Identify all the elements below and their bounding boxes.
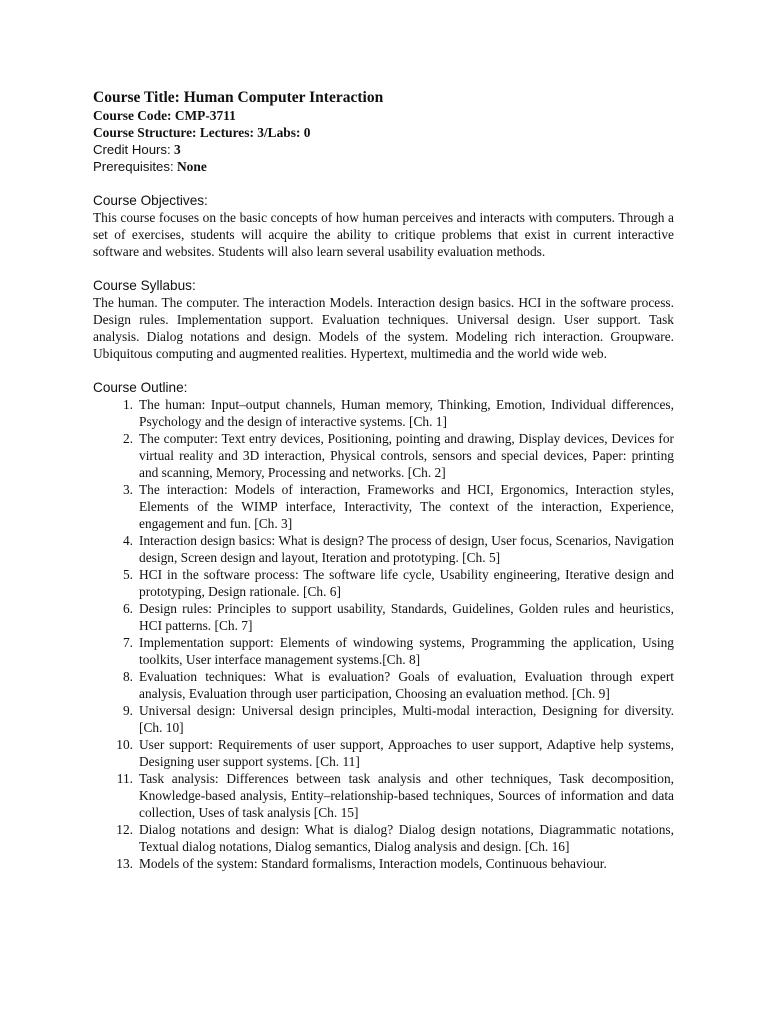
list-item-number: 8. xyxy=(122,669,133,684)
list-item-text: Implementation support: Elements of windowing systems, Programming the application, Using toolkits, User interface management systems.[Ch. 8] xyxy=(139,635,674,667)
list-item-text: Task analysis: Differences between task analysis and other techniques, Task decomposition, Knowledge-based analysis, Entity–relationship-based techniques, Sources of information and data collection, Uses of task analysis [Ch. 15] xyxy=(139,771,674,820)
syllabus-heading: Course Syllabus: xyxy=(93,278,196,293)
course-structure-line xyxy=(93,124,674,141)
course-structure-value: Lectures: 3/Labs: 0 xyxy=(199,125,311,140)
list-item-text: The computer: Text entry devices, Positioning, pointing and drawing, Display devices, Devices for virtual reality and 3D interaction, Physical controls, sensors and special devices, Paper: printing and scanning, Memory, Processing and networks. [Ch. 2] xyxy=(139,431,674,480)
list-item-text: Universal design: Universal design principles, Multi-modal interaction, Designing for diversity.[Ch. 10] xyxy=(139,703,674,735)
course-structure-label: Course Structure: xyxy=(93,125,197,140)
list-item xyxy=(93,566,674,600)
list-item xyxy=(93,668,674,702)
list-item xyxy=(93,600,674,634)
list-item xyxy=(93,532,674,566)
prerequisites-line xyxy=(93,158,674,175)
list-item-text: Design rules: Principles to support usability, Standards, Guidelines, Golden rules and heuristics, HCI patterns. [Ch. 7] xyxy=(139,601,674,633)
list-item-text: The interaction: Models of interaction, Frameworks and HCI, Ergonomics, Interaction styles, Elements of the WIMP interface, Interactivity, The context of the interaction, Experience, engagement and fun. [Ch. 3] xyxy=(139,482,674,531)
list-item-text: User support: Requirements of user support, Approaches to user support, Adaptive help systems, Designing user support systems. [Ch. 11] xyxy=(139,737,674,769)
list-item-number: 4. xyxy=(122,533,133,548)
outline-section xyxy=(93,379,674,872)
list-item xyxy=(93,736,674,770)
list-item xyxy=(93,430,674,481)
list-item xyxy=(93,634,674,668)
list-item xyxy=(93,481,674,532)
list-item xyxy=(93,770,674,821)
prerequisites-label: Prerequisites: xyxy=(93,159,174,174)
credit-hours-value: 3 xyxy=(174,142,181,157)
list-item-number: 1. xyxy=(122,397,133,412)
list-item-number: 6. xyxy=(122,601,133,616)
list-item-number: 2. xyxy=(122,431,133,446)
outline-list xyxy=(93,396,674,872)
list-item-text: Evaluation techniques: What is evaluation? Goals of evaluation, Evaluation through expert analysis, Evaluation through user participation, Choosing an evaluation method. [Ch. 9] xyxy=(139,669,674,701)
list-item-text: Models of the system: Standard formalisms, Interaction models, Continuous behaviour. xyxy=(139,856,607,871)
list-item-text: HCI in the software process: The software life cycle, Usability engineering, Iterative design and prototyping, Design rationale. [Ch. 6] xyxy=(139,567,674,599)
list-item xyxy=(93,396,674,430)
course-title-value: Human Computer Interaction xyxy=(183,89,384,106)
list-item-number: 13. xyxy=(116,856,133,871)
course-code-line xyxy=(93,107,674,124)
list-item xyxy=(93,702,674,736)
objectives-text: This course focuses on the basic concepts of how human perceives and interacts with computers. Through a set of exercises, students will acquire the ability to critique problems that exist in current interactive software and websites. Students will also learn several usability evaluation methods. xyxy=(93,210,674,259)
list-item-number: 9. xyxy=(122,703,133,718)
list-item-number: 12. xyxy=(116,822,133,837)
list-item-number: 10. xyxy=(116,737,133,752)
course-code-label: Course Code: xyxy=(93,108,172,123)
prerequisites-value: None xyxy=(177,159,207,174)
list-item xyxy=(93,855,674,872)
list-item-text: The human: Input–output channels, Human memory, Thinking, Emotion, Individual differences, Psychology and the design of interactive systems. [Ch. 1] xyxy=(139,397,674,429)
credit-hours-label: Credit Hours: xyxy=(93,142,171,157)
course-code-value: CMP-3711 xyxy=(174,108,236,123)
course-title-label: Course Title: xyxy=(93,89,180,106)
credit-hours-line xyxy=(93,141,674,158)
objectives-heading: Course Objectives: xyxy=(93,193,208,208)
syllabus-section xyxy=(93,277,674,362)
list-item-number: 3. xyxy=(122,482,133,497)
list-item-number: 11. xyxy=(116,771,133,786)
document-content xyxy=(93,88,674,872)
course-title-line xyxy=(93,88,674,107)
list-item-number: 7. xyxy=(122,635,133,650)
list-item xyxy=(93,821,674,855)
syllabus-text: The human. The computer. The interaction Models. Interaction design basics. HCI in the software process. Design rules. Implementation support. Evaluation techniques. Universal design. User support. Task analysis. Dialog notations and design. Models of the system. Modeling rich interaction. Groupware. Ubiquitous computing and augmented realities. Hypertext, multimedia and the world wide web. xyxy=(93,295,674,361)
list-item-number: 5. xyxy=(122,567,133,582)
list-item-text: Dialog notations and design: What is dialog? Dialog design notations, Diagrammatic notations, Textual dialog notations, Dialog semantics, Dialog analysis and design. [Ch. 16] xyxy=(139,822,674,854)
objectives-section xyxy=(93,192,674,260)
outline-heading: Course Outline: xyxy=(93,380,188,395)
list-item-text: Interaction design basics: What is design? The process of design, User focus, Scenarios, Navigation design, Screen design and layout, Iteration and prototyping. [Ch. 5] xyxy=(139,533,674,565)
